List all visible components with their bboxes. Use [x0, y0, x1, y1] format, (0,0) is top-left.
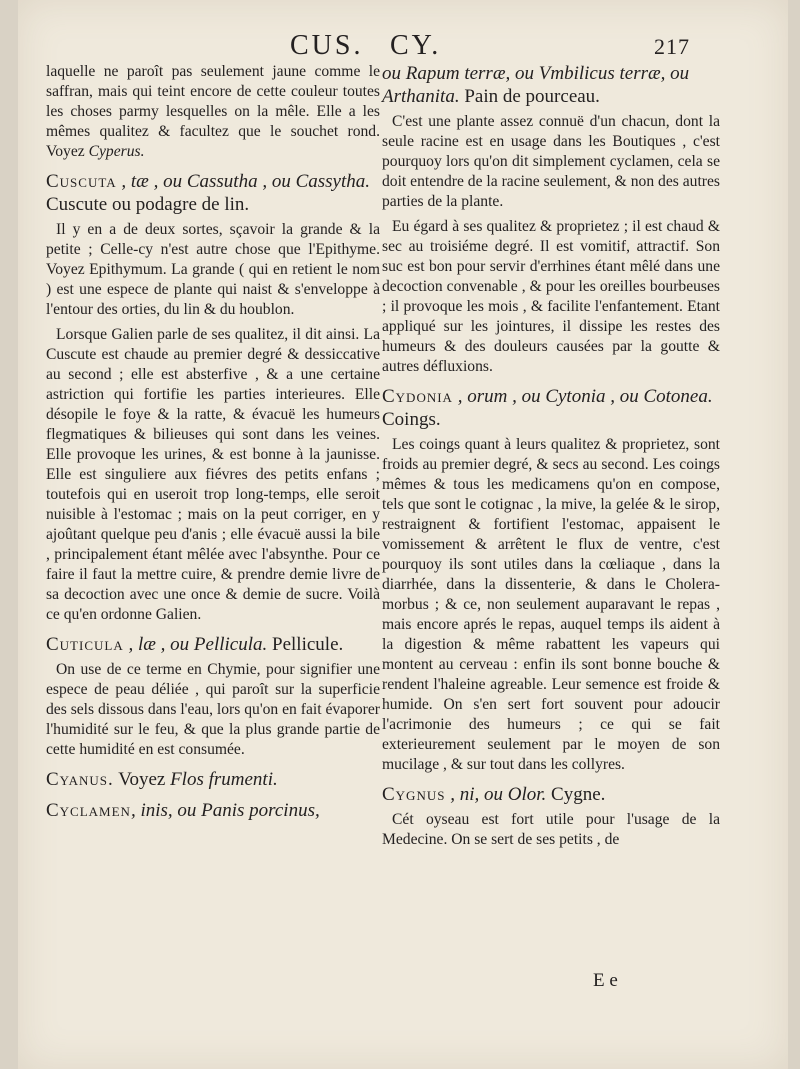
headword: Cydonia — [382, 386, 453, 407]
paragraph: On use de ce terme en Chymie, pour signifier une espece de peau déliée , qui paroît sur la superficie des sels dissous dans l'eau, lors qu'on en fait évaporer l'humidité sur le feu, & que la plus grande partie de cette humidité en est consumée. — [46, 661, 380, 758]
paragraph: Eu égard à ses qualitez & proprietez ; il est chaud & sec au troisiéme degré. Il est vomitif, attractif. Son suc est bon pour servir d'errhines étant mêlé dans une decoction convenable , & pour les oreilles bourbeuses ; il provoque les mois , & facilite l'enfantement. Etant appliqué sur les jointures, il dissipe les restes des humeurs & des douleurs causées par la goutte & autres défluxions. — [382, 218, 720, 375]
paragraph: Lorsque Galien parle de ses qualitez, il dit ainsi. La Cuscute est chaude au premier degré & dessiccative au second ; elle est absterfive , & a une certaine astriction qui fortifie les parties interieures. Elle désopile le foye & la ratte, & évacuë les humeurs flegmatiques & bilieuses qui sont dans les veines. Elle provoque les urines, & est bonne à la jaunisse. Elle est singuliere aux fiévres des petits enfans ; toutefois qui en useroit trop long-temps, elle seroit nuisible à l'estomac ; mais on la peut corriger, en y ajoûtant quelque peu d'anis ; elle évacuë aussi la bile , principalement étant mêlée avec l'absynthe. Pour ce faire il faut la mettre cuire, & prendre demie livre de sa decoction avec une once & demie de sucre. Voilà ce qu'en ordonne Galien. — [46, 326, 380, 623]
entry-cuscuta: Cuscuta , tæ , ou Cassutha , ou Cassytha. Cuscute ou podagre de lin. — [46, 171, 371, 215]
paragraph: laquelle ne paroît pas seulement jaune comme le saffran, mais qui teint encore de cette couleur toutes les choses parmy lesquelles on la mêle. Elle a les mêmes qualitez & facultez que le souchet rond. Voyez Cyperus. — [46, 63, 380, 160]
running-header — [18, 30, 788, 66]
headword: Cuscuta — [46, 171, 117, 192]
entry-cydonia: Cydonia , orum , ou Cytonia , ou Cotonea. Coings. — [382, 386, 713, 430]
left-column — [46, 62, 380, 826]
headword: Cuticula — [46, 634, 124, 655]
paragraph: Les coings quant à leurs qualitez & proprietez, sont froids au premier degré, & secs au second. Les coings mêmes & tous les medicamens qu'on en compose, tels que sont le cotignac , la mive, la gelée & le sirop, restraignent & fortifient l'estomac, appaisent le vomissement & arrêtent le flux de ventre, c'est pourquoy ils sont utiles dans la cœliaque , dans la diarrhée, dans la dissenterie, & dans le Cholera-morbus ; & ce, non seulement auparavant le repas , mais encore aprés le repas, auquel temps ils aident à la digestion & même rabattent les vapeurs qui montent au cerveau : enfin ils sont bonne bouche & rendent l'haleine agreable. Leur semence est froide & humide. On s'en sert fort souvent pour adoucir l'acrimonie des humeurs ; ce qui se fait exterieurement seulement par le moyen de son mucilage , & sur tout dans les collyres. — [382, 436, 720, 773]
headword: Cyclamen — [46, 800, 131, 821]
headword: Cyanus. — [46, 769, 114, 790]
paragraph: C'est une plante assez connuë d'un chacun, dont la seule racine est en usage dans les Boutiques , c'est pourquoy lors qu'on dit simplement cyclamen, cela se doit entendre de la racine seulement, & non des autres parties de la plante. — [382, 113, 720, 210]
entry-cyanus: Cyanus. Voyez Flos frumenti. — [46, 769, 278, 790]
page-number: 217 — [654, 34, 690, 59]
headword: Cygnus — [382, 784, 446, 805]
signature-mark: E e — [593, 970, 618, 991]
paragraph: Il y en a de deux sortes, sçavoir la grande & la petite ; Celle-cy n'est autre chose que l'Epithyme. Voyez Epithymum. La grande ( qui en retient le nom ) est une espece de plante qui naist & s'enveloppe à l'entour des orties, du lin & du houblon. — [46, 221, 380, 318]
entry-cyclamen: Cyclamen, inis, ou Panis porcinus, — [46, 800, 320, 821]
entry-cyclamen-continued: ou Rapum terræ, ou Vmbilicus terræ, ou Arthanita. Pain de pourceau. — [382, 63, 690, 107]
right-column — [382, 62, 720, 855]
header-center: CY. — [390, 30, 442, 61]
book-page — [18, 0, 788, 1069]
entry-cuticula: Cuticula , læ , ou Pellicula. Pellicule. — [46, 634, 344, 655]
paragraph: Cét oyseau est fort utile pour l'usage de la Medecine. On se sert de ses petits , de — [382, 811, 720, 848]
header-left: CUS. — [290, 30, 364, 61]
entry-cygnus: Cygnus , ni, ou Olor. Cygne. — [382, 784, 606, 805]
